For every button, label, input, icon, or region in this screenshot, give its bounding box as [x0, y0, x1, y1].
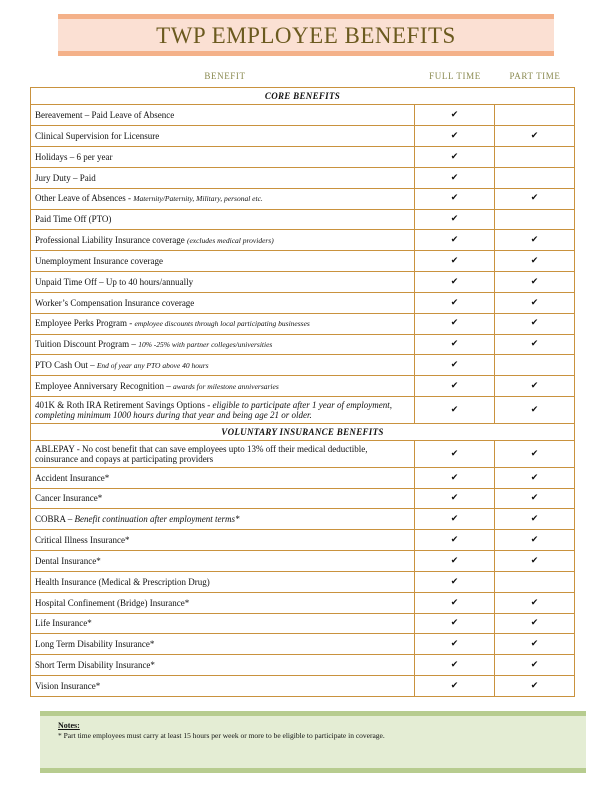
table-row	[31, 530, 575, 551]
table-row	[31, 334, 575, 355]
benefit-cell	[31, 467, 415, 488]
checkmark-icon: ✔	[530, 318, 539, 329]
benefit-cell	[31, 105, 415, 126]
table-row	[31, 441, 575, 468]
table-row	[31, 676, 575, 697]
benefit-label: Unpaid Time Off – Up to 40 hours/annually	[35, 276, 194, 287]
checkmark-icon: ✔	[530, 493, 539, 504]
benefit-label: ABLEPAY - No cost benefit that can save employees upto 13% off their medical deductible, coinsurance and copays at participating providers	[35, 443, 368, 464]
full-time-cell	[415, 376, 495, 397]
checkmark-icon: ✔	[450, 597, 459, 608]
benefit-label: Professional Liability Insurance coverage	[35, 235, 187, 245]
table-row	[31, 655, 575, 676]
benefit-cell	[31, 126, 415, 147]
checkmark-icon: ✔	[530, 380, 539, 391]
checkmark-icon: ✔	[530, 555, 539, 566]
benefit-note: eligible to participate after 1 year of employment, completing minimum 1000 hours during that year and being age 21 or older.	[35, 399, 392, 420]
table-row	[31, 376, 575, 397]
part-time-cell	[495, 592, 575, 613]
checkmark-icon: ✔	[530, 193, 539, 204]
part-time-cell	[495, 397, 575, 424]
checkmark-icon: ✔	[530, 276, 539, 287]
checkmark-icon: ✔	[450, 380, 459, 391]
benefit-label: Accident Insurance*	[35, 472, 110, 483]
table-row	[31, 355, 575, 376]
checkmark-icon: ✔	[450, 193, 459, 204]
part-time-cell	[495, 209, 575, 230]
benefit-label: Other Leave of Absences -	[35, 193, 134, 204]
table-row	[31, 467, 575, 488]
column-headers	[0, 71, 612, 83]
part-time-cell	[495, 634, 575, 655]
checkmark-icon: ✔	[450, 110, 459, 121]
part-time-cell	[495, 355, 575, 376]
benefit-cell	[31, 509, 415, 530]
checkmark-icon: ✔	[450, 151, 459, 162]
full-time-cell	[415, 105, 495, 126]
benefit-cell	[31, 530, 415, 551]
part-time-cell	[495, 272, 575, 293]
benefit-cell	[31, 441, 415, 468]
benefit-note: awards for milestone anniversaries	[172, 381, 279, 391]
part-time-cell	[495, 126, 575, 147]
benefit-label: Long Term Disability Insurance*	[35, 639, 155, 650]
benefit-label: Bereavement – Paid Leave of Absence	[35, 110, 175, 121]
part-time-cell	[495, 467, 575, 488]
notes-title: Notes:	[58, 721, 80, 730]
section-heading-row	[31, 88, 575, 105]
benefit-label: Dental Insurance*	[35, 555, 101, 566]
table-row	[31, 188, 575, 209]
checkmark-icon: ✔	[450, 555, 459, 566]
benefit-cell	[31, 230, 415, 251]
full-time-cell	[415, 147, 495, 168]
benefit-cell	[31, 355, 415, 376]
checkmark-icon: ✔	[530, 472, 539, 483]
checkmark-icon: ✔	[450, 131, 459, 141]
checkmark-icon: ✔	[450, 360, 459, 371]
section-heading: VOLUNTARY INSURANCE BENEFITS	[31, 423, 575, 440]
checkmark-icon: ✔	[450, 318, 459, 329]
checkmark-icon: ✔	[450, 235, 459, 246]
checkmark-icon: ✔	[450, 297, 459, 308]
checkmark-icon: ✔	[450, 172, 459, 183]
full-time-cell	[415, 126, 495, 147]
benefit-note: (excludes medical providers)	[186, 236, 274, 245]
benefits-table	[30, 87, 575, 697]
part-time-cell	[495, 571, 575, 592]
table-row	[31, 313, 575, 334]
checkmark-icon: ✔	[450, 535, 459, 546]
full-time-cell	[415, 209, 495, 230]
full-time-cell	[415, 272, 495, 293]
checkmark-icon: ✔	[530, 680, 539, 691]
full-time-cell	[415, 230, 495, 251]
checkmark-icon: ✔	[530, 535, 539, 546]
benefit-note: Maternity/Paternity, Military, personal etc.	[133, 194, 263, 204]
benefit-cell	[31, 251, 415, 272]
checkmark-icon: ✔	[450, 276, 459, 287]
part-time-cell	[495, 488, 575, 509]
part-time-cell	[495, 147, 575, 168]
benefit-label: Cancer Insurance*	[35, 493, 103, 504]
benefit-label: Employee Perks Program -	[35, 318, 135, 329]
full-time-cell	[415, 530, 495, 551]
table-row	[31, 230, 575, 251]
benefit-cell	[31, 571, 415, 592]
checkmark-icon: ✔	[450, 660, 459, 670]
part-time-cell	[495, 313, 575, 334]
full-time-cell	[415, 613, 495, 634]
full-time-cell	[415, 634, 495, 655]
notes-text: * Part time employees must carry at least 15 hours per week or more to be eligible to participate in coverage.	[58, 731, 385, 740]
column-header-part-time: PART TIME	[509, 71, 561, 81]
full-time-cell	[415, 292, 495, 313]
part-time-cell	[495, 676, 575, 697]
checkmark-icon: ✔	[450, 680, 459, 691]
full-time-cell	[415, 441, 495, 468]
full-time-cell	[415, 467, 495, 488]
full-time-cell	[415, 251, 495, 272]
benefit-cell	[31, 167, 415, 188]
benefit-label: Clinical Supervision for Licensure	[35, 131, 160, 141]
checkmark-icon: ✔	[450, 472, 459, 483]
benefit-cell	[31, 655, 415, 676]
part-time-cell	[495, 105, 575, 126]
benefit-label: Worker’s Compensation Insurance coverage	[35, 297, 195, 308]
benefit-label: Hospital Confinement (Bridge) Insurance*	[35, 597, 190, 608]
benefit-label: COBRA –	[35, 514, 75, 525]
benefit-cell	[31, 592, 415, 613]
benefit-label: Holidays – 6 per year	[35, 151, 113, 162]
part-time-cell	[495, 188, 575, 209]
full-time-cell	[415, 334, 495, 355]
table-row	[31, 272, 575, 293]
benefit-cell	[31, 209, 415, 230]
full-time-cell	[415, 571, 495, 592]
title-banner	[58, 14, 554, 56]
benefit-label: Jury Duty – Paid	[35, 172, 96, 183]
benefit-label: PTO Cash Out –	[35, 359, 97, 370]
table-row	[31, 551, 575, 572]
benefit-cell	[31, 634, 415, 655]
benefit-label: 401K & Roth IRA Retirement Savings Options -	[35, 399, 213, 410]
table-row	[31, 509, 575, 530]
benefit-label: Paid Time Off (PTO)	[35, 214, 112, 225]
benefit-note: 10% -25% with partner colleges/universities	[138, 340, 273, 350]
full-time-cell	[415, 488, 495, 509]
benefit-cell	[31, 551, 415, 572]
full-time-cell	[415, 397, 495, 424]
checkmark-icon: ✔	[450, 576, 459, 587]
table-row	[31, 147, 575, 168]
part-time-cell	[495, 334, 575, 355]
page-title: TWP EMPLOYEE BENEFITS	[156, 23, 456, 48]
checkmark-icon: ✔	[530, 297, 539, 308]
checkmark-icon: ✔	[530, 404, 539, 415]
benefit-cell	[31, 376, 415, 397]
section-heading: CORE BENEFITS	[31, 88, 575, 105]
part-time-cell	[495, 551, 575, 572]
benefit-label: Employee Anniversary Recognition –	[35, 380, 173, 391]
part-time-cell	[495, 655, 575, 676]
full-time-cell	[415, 592, 495, 613]
table-row	[31, 209, 575, 230]
part-time-cell	[495, 167, 575, 188]
full-time-cell	[415, 509, 495, 530]
benefit-label: Short Term Disability Insurance*	[35, 660, 155, 670]
checkmark-icon: ✔	[450, 618, 459, 629]
checkmark-icon: ✔	[530, 339, 539, 350]
benefit-label: Health Insurance (Medical & Prescription Drug)	[35, 576, 210, 587]
full-time-cell	[415, 355, 495, 376]
benefit-cell	[31, 676, 415, 697]
full-time-cell	[415, 655, 495, 676]
checkmark-icon: ✔	[530, 255, 539, 266]
benefit-note: Benefit continuation after employment terms*	[74, 514, 240, 525]
full-time-cell	[415, 313, 495, 334]
part-time-cell	[495, 251, 575, 272]
table-row	[31, 634, 575, 655]
checkmark-icon: ✔	[450, 639, 459, 650]
benefit-cell	[31, 188, 415, 209]
checkmark-icon: ✔	[530, 131, 539, 141]
full-time-cell	[415, 167, 495, 188]
benefits-table-body	[31, 88, 575, 697]
notes-box	[40, 711, 586, 773]
benefit-cell	[31, 613, 415, 634]
benefit-cell	[31, 313, 415, 334]
benefit-note: End of year any PTO above 40 hours	[96, 360, 209, 370]
checkmark-icon: ✔	[450, 339, 459, 350]
table-row	[31, 105, 575, 126]
full-time-cell	[415, 188, 495, 209]
full-time-cell	[415, 551, 495, 572]
checkmark-icon: ✔	[450, 214, 459, 225]
table-row	[31, 488, 575, 509]
benefit-cell	[31, 334, 415, 355]
checkmark-icon: ✔	[530, 448, 539, 459]
checkmark-icon: ✔	[450, 448, 459, 459]
checkmark-icon: ✔	[450, 514, 459, 525]
section-heading-row	[31, 423, 575, 440]
benefit-cell	[31, 292, 415, 313]
table-row	[31, 571, 575, 592]
benefit-cell	[31, 397, 415, 424]
part-time-cell	[495, 509, 575, 530]
part-time-cell	[495, 613, 575, 634]
table-row	[31, 126, 575, 147]
table-row	[31, 613, 575, 634]
checkmark-icon: ✔	[530, 639, 539, 650]
benefit-cell	[31, 147, 415, 168]
checkmark-icon: ✔	[530, 660, 539, 670]
part-time-cell	[495, 376, 575, 397]
benefit-cell	[31, 488, 415, 509]
benefit-label: Critical Illness Insurance*	[35, 535, 130, 546]
table-row	[31, 397, 575, 424]
checkmark-icon: ✔	[530, 597, 539, 608]
part-time-cell	[495, 441, 575, 468]
part-time-cell	[495, 230, 575, 251]
table-row	[31, 167, 575, 188]
table-row	[31, 292, 575, 313]
checkmark-icon: ✔	[450, 404, 459, 415]
checkmark-icon: ✔	[450, 493, 459, 504]
benefit-cell	[31, 272, 415, 293]
checkmark-icon: ✔	[530, 618, 539, 629]
part-time-cell	[495, 292, 575, 313]
benefit-label: Unemployment Insurance coverage	[35, 255, 163, 266]
part-time-cell	[495, 530, 575, 551]
benefit-label: Vision Insurance*	[35, 680, 101, 691]
benefit-note: employee discounts through local participating businesses	[134, 319, 310, 329]
checkmark-icon: ✔	[450, 255, 459, 266]
checkmark-icon: ✔	[530, 235, 539, 246]
table-row	[31, 251, 575, 272]
column-header-full-time: FULL TIME	[429, 71, 481, 81]
checkmark-icon: ✔	[530, 514, 539, 525]
benefit-label: Life Insurance*	[35, 618, 92, 629]
column-header-benefit: BENEFIT	[204, 71, 246, 81]
table-row	[31, 592, 575, 613]
benefit-label: Tuition Discount Program –	[35, 339, 139, 350]
full-time-cell	[415, 676, 495, 697]
